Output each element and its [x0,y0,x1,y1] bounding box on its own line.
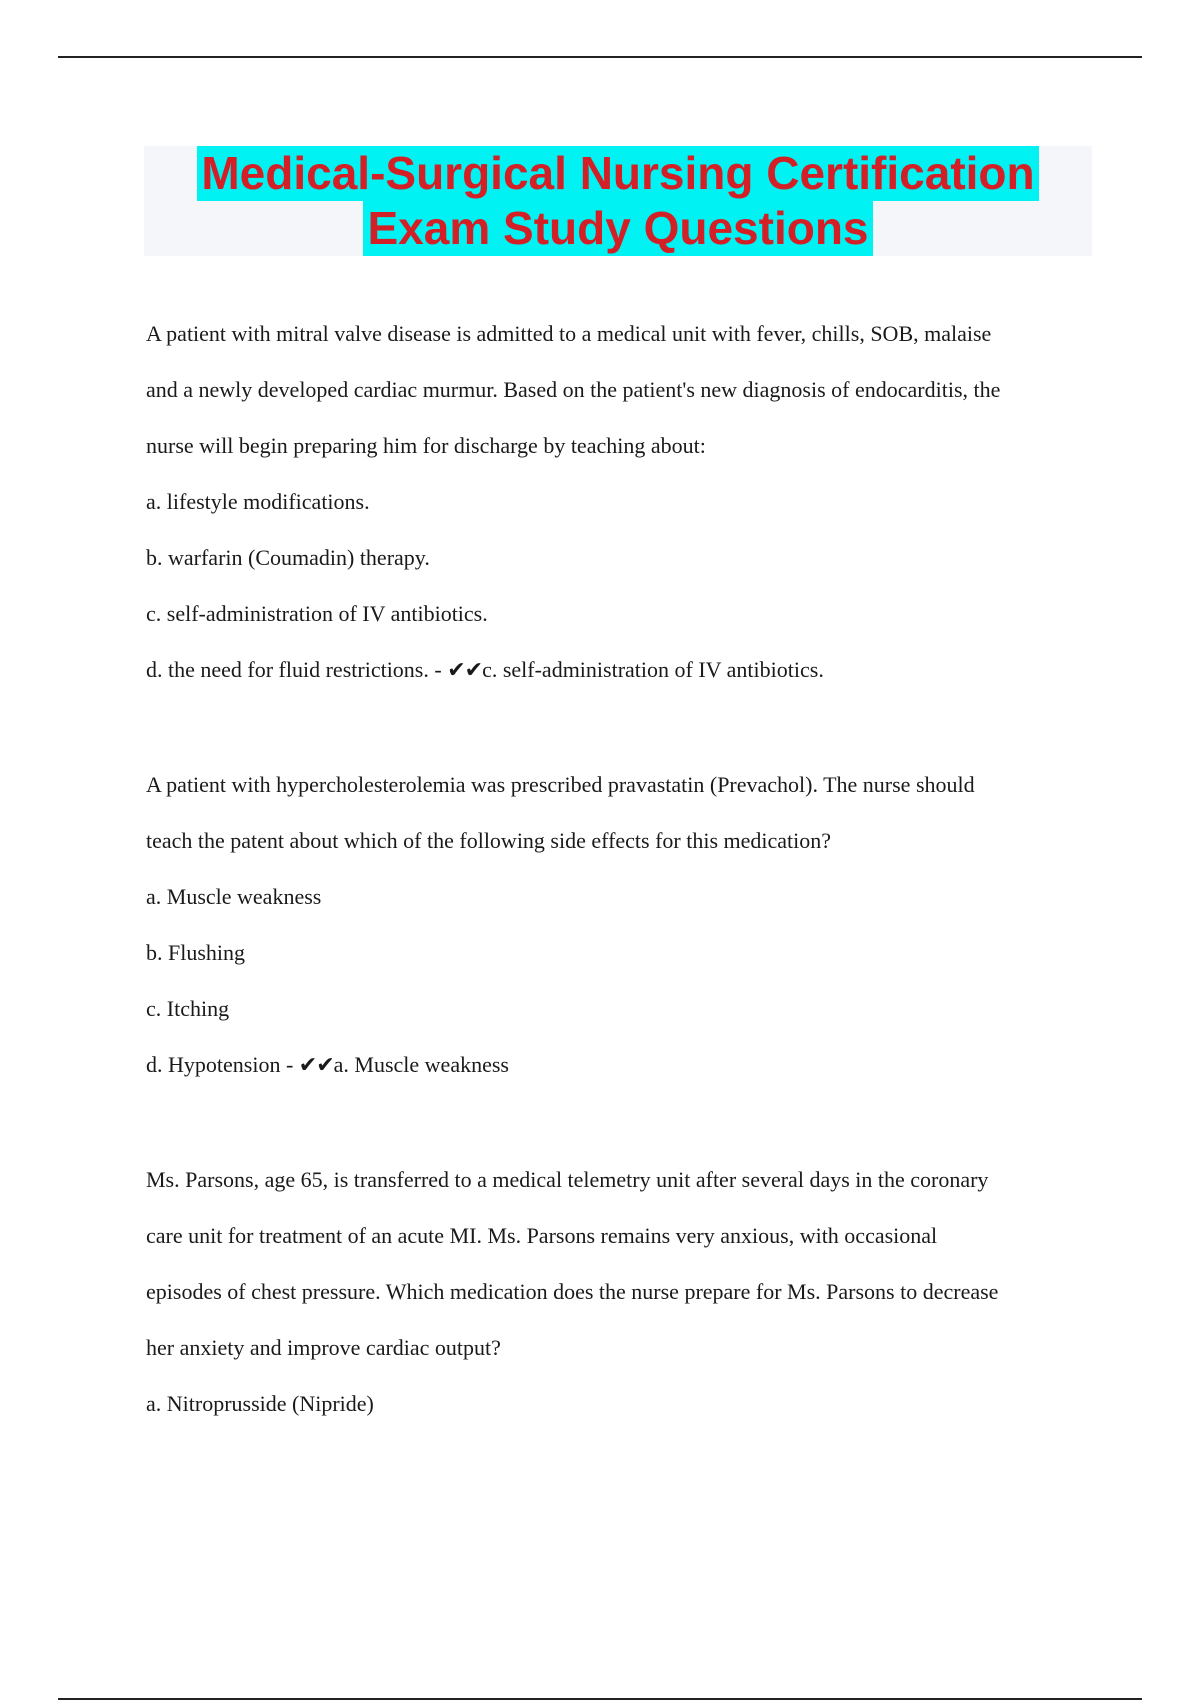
question-spacer [146,699,1096,757]
title-line-2: Exam Study Questions [363,201,872,256]
double-check-icon: ✔✔ [447,658,483,683]
answer-option: b. Flushing [146,940,246,965]
answer-option-with-answer [146,642,1096,699]
question-block [146,757,1096,1094]
answer-option: c. self-administration of IV antibiotics. [146,601,488,626]
correct-answer: c. self-administration of IV antibiotics. [482,657,824,682]
top-rule [58,56,1142,58]
question-text-line: Ms. Parsons, age 65, is transferred to a medical telemetry unit after several days in the coronary [146,1167,989,1192]
question-text-line: and a newly developed cardiac murmur. Based on the patient's new diagnosis of endocarditis, the [146,377,1001,402]
double-check-icon: ✔✔ [298,1053,334,1078]
question-block [146,1152,1096,1432]
question-text-line: teach the patent about which of the following side effects for this medication? [146,828,832,853]
question-block [146,306,1096,699]
question-text-line: her anxiety and improve cardiac output? [146,1335,501,1360]
correct-answer: a. Muscle weakness [333,1052,509,1077]
question-text-line: care unit for treatment of an acute MI. Ms. Parsons remains very anxious, with occasional [146,1223,938,1248]
question-spacer [146,1094,1096,1152]
option-text: d. Hypotension - [146,1052,294,1077]
question-text-line: episodes of chest pressure. Which medication does the nurse prepare for Ms. Parsons to decrease [146,1279,999,1304]
answer-option: a. Muscle weakness [146,884,322,909]
answer-option-with-answer [146,1037,1096,1094]
document-title-banner [144,146,1092,256]
answer-option: c. Itching [146,996,230,1021]
option-text: d. the need for fluid restrictions. - [146,657,442,682]
answer-option: a. lifestyle modifications. [146,489,370,514]
title-line-1: Medical-Surgical Nursing Certification [197,146,1038,201]
question-text-line: nurse will begin preparing him for discharge by teaching about: [146,433,706,458]
answer-option: a. Nitroprusside (Nipride) [146,1391,374,1416]
question-list [146,306,1096,1432]
answer-option: b. warfarin (Coumadin) therapy. [146,545,430,570]
question-text-line: A patient with mitral valve disease is admitted to a medical unit with fever, chills, SOB, malaise [146,321,992,346]
question-text-line: A patient with hypercholesterolemia was prescribed pravastatin (Prevachol). The nurse should [146,772,975,797]
